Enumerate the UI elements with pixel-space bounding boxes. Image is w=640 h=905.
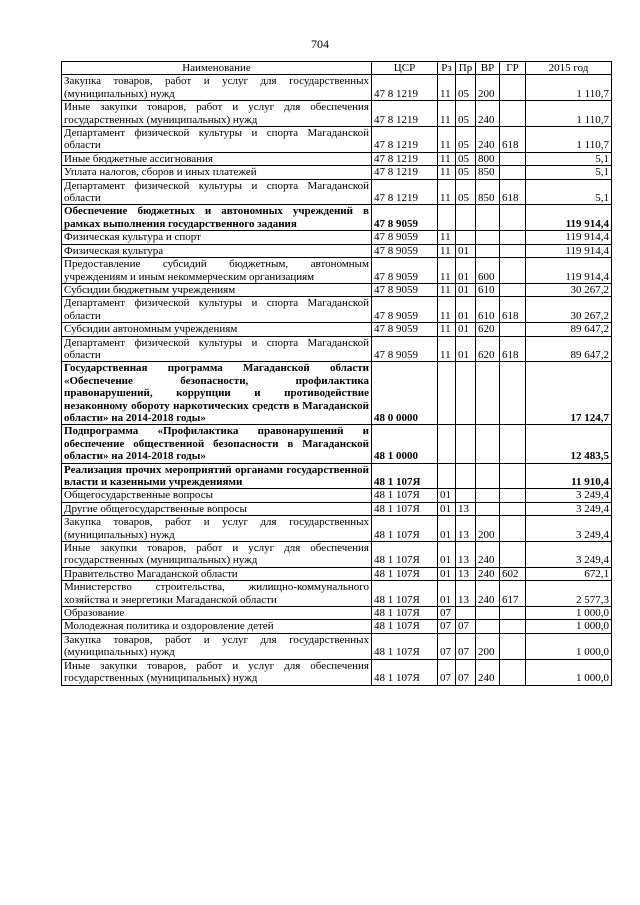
cell-pr: 13 <box>456 502 476 515</box>
cell-csr: 48 1 107Я <box>372 567 438 580</box>
cell-gr <box>500 607 526 620</box>
cell-name: Иные бюджетные ассигнования <box>62 152 372 165</box>
cell-pr: 13 <box>456 581 476 607</box>
table-row <box>62 75 612 101</box>
cell-amount: 119 914,4 <box>526 205 612 231</box>
cell-amount: 5,1 <box>526 166 612 179</box>
cell-amount: 1 110,7 <box>526 127 612 153</box>
cell-pr <box>456 231 476 244</box>
table-row <box>62 336 612 362</box>
table-row <box>62 166 612 179</box>
cell-vr <box>476 463 500 489</box>
cell-amount: 5,1 <box>526 179 612 205</box>
cell-vr: 240 <box>476 581 500 607</box>
cell-csr: 47 8 9059 <box>372 336 438 362</box>
cell-name: Обеспечение бюджетных и автономных учреждений в рамках выполнения государственного задания <box>62 205 372 231</box>
cell-pr: 05 <box>456 127 476 153</box>
cell-csr: 48 1 107Я <box>372 633 438 659</box>
cell-pr: 05 <box>456 152 476 165</box>
cell-rz: 11 <box>438 152 456 165</box>
cell-gr <box>500 542 526 568</box>
cell-amount: 17 124,7 <box>526 362 612 425</box>
cell-pr: 01 <box>456 297 476 323</box>
cell-rz: 11 <box>438 231 456 244</box>
cell-gr <box>500 633 526 659</box>
header-pr: Пр <box>456 62 476 75</box>
cell-vr: 850 <box>476 179 500 205</box>
cell-vr: 200 <box>476 516 500 542</box>
cell-vr: 610 <box>476 283 500 296</box>
cell-csr: 48 1 107Я <box>372 516 438 542</box>
cell-rz <box>438 205 456 231</box>
cell-gr <box>500 463 526 489</box>
cell-csr: 48 1 0000 <box>372 425 438 463</box>
budget-table <box>61 61 612 686</box>
cell-name: Общегосударственные вопросы <box>62 489 372 502</box>
cell-name: Подпрограмма «Профилактика правонарушений и обеспечение общественной безопасности в Магаданской области» на 2014-2018 годы» <box>62 425 372 463</box>
cell-rz: 11 <box>438 297 456 323</box>
cell-gr: 602 <box>500 567 526 580</box>
cell-vr: 240 <box>476 567 500 580</box>
cell-pr: 05 <box>456 75 476 101</box>
cell-name: Закупка товаров, работ и услуг для государственных (муниципальных) нужд <box>62 633 372 659</box>
cell-csr: 47 8 9059 <box>372 297 438 323</box>
header-gr: ГР <box>500 62 526 75</box>
cell-name: Физическая культура и спорт <box>62 231 372 244</box>
header-rz: Рз <box>438 62 456 75</box>
cell-gr <box>500 502 526 515</box>
cell-name: Департамент физической культуры и спорта Магаданской области <box>62 127 372 153</box>
cell-vr: 240 <box>476 101 500 127</box>
cell-name: Другие общегосударственные вопросы <box>62 502 372 515</box>
table-row <box>62 581 612 607</box>
cell-csr: 48 1 107Я <box>372 463 438 489</box>
cell-csr: 48 0 0000 <box>372 362 438 425</box>
cell-pr: 05 <box>456 166 476 179</box>
header-name: Наименование <box>62 62 372 75</box>
table-row <box>62 297 612 323</box>
cell-vr: 240 <box>476 659 500 685</box>
cell-rz: 01 <box>438 542 456 568</box>
cell-gr <box>500 75 526 101</box>
cell-pr <box>456 425 476 463</box>
cell-rz: 11 <box>438 323 456 336</box>
table-row <box>62 323 612 336</box>
cell-pr <box>456 205 476 231</box>
cell-rz: 01 <box>438 502 456 515</box>
cell-name: Субсидии бюджетным учреждениям <box>62 283 372 296</box>
cell-vr: 240 <box>476 542 500 568</box>
cell-name: Реализация прочих мероприятий органами государственной власти и казенными учреждениями <box>62 463 372 489</box>
cell-amount: 30 267,2 <box>526 297 612 323</box>
table-row <box>62 425 612 463</box>
table-row <box>62 101 612 127</box>
table-row <box>62 179 612 205</box>
cell-csr: 47 8 9059 <box>372 323 438 336</box>
table-row <box>62 659 612 685</box>
cell-rz: 11 <box>438 258 456 284</box>
cell-vr <box>476 362 500 425</box>
cell-amount: 1 110,7 <box>526 101 612 127</box>
cell-rz <box>438 425 456 463</box>
cell-amount: 119 914,4 <box>526 231 612 244</box>
table-row <box>62 502 612 515</box>
cell-rz: 11 <box>438 166 456 179</box>
cell-rz: 11 <box>438 283 456 296</box>
cell-vr <box>476 244 500 257</box>
header-csr: ЦСР <box>372 62 438 75</box>
cell-pr: 07 <box>456 620 476 633</box>
cell-pr: 05 <box>456 101 476 127</box>
cell-name: Департамент физической культуры и спорта Магаданской области <box>62 179 372 205</box>
table-row <box>62 542 612 568</box>
cell-gr: 618 <box>500 179 526 205</box>
cell-csr: 47 8 1219 <box>372 152 438 165</box>
cell-vr: 240 <box>476 127 500 153</box>
cell-gr: 618 <box>500 297 526 323</box>
cell-gr <box>500 323 526 336</box>
table-row <box>62 516 612 542</box>
cell-name: Департамент физической культуры и спорта Магаданской области <box>62 297 372 323</box>
cell-rz <box>438 362 456 425</box>
cell-amount: 1 000,0 <box>526 659 612 685</box>
cell-csr: 47 8 9059 <box>372 244 438 257</box>
cell-gr <box>500 362 526 425</box>
cell-amount: 12 483,5 <box>526 425 612 463</box>
cell-gr <box>500 620 526 633</box>
cell-vr: 200 <box>476 75 500 101</box>
table-row <box>62 152 612 165</box>
cell-csr: 47 8 9059 <box>372 205 438 231</box>
cell-csr: 47 8 9059 <box>372 283 438 296</box>
cell-amount: 3 249,4 <box>526 502 612 515</box>
cell-rz: 01 <box>438 581 456 607</box>
cell-csr: 47 8 9059 <box>372 258 438 284</box>
cell-amount: 119 914,4 <box>526 258 612 284</box>
cell-gr <box>500 283 526 296</box>
cell-rz: 07 <box>438 607 456 620</box>
cell-gr <box>500 659 526 685</box>
cell-vr <box>476 205 500 231</box>
cell-name: Субсидии автономным учреждениям <box>62 323 372 336</box>
cell-rz: 11 <box>438 127 456 153</box>
cell-rz: 07 <box>438 659 456 685</box>
table-row <box>62 258 612 284</box>
cell-csr: 48 1 107Я <box>372 620 438 633</box>
cell-gr <box>500 425 526 463</box>
cell-vr: 800 <box>476 152 500 165</box>
cell-csr: 48 1 107Я <box>372 502 438 515</box>
cell-name: Образование <box>62 607 372 620</box>
cell-gr <box>500 101 526 127</box>
cell-amount: 5,1 <box>526 152 612 165</box>
cell-amount: 1 000,0 <box>526 620 612 633</box>
table-row <box>62 463 612 489</box>
cell-name: Государственная программа Магаданской области «Обеспечение безопасности, профилактика правонарушений, коррупции и противодействие незаконному обороту наркотических средств в Магаданской области» на 2014-2018 годы» <box>62 362 372 425</box>
cell-pr: 13 <box>456 516 476 542</box>
cell-amount: 1 000,0 <box>526 633 612 659</box>
cell-name: Закупка товаров, работ и услуг для государственных (муниципальных) нужд <box>62 516 372 542</box>
cell-amount: 1 000,0 <box>526 607 612 620</box>
cell-vr: 610 <box>476 297 500 323</box>
cell-pr <box>456 463 476 489</box>
header-amount: 2015 год <box>526 62 612 75</box>
cell-vr: 850 <box>476 166 500 179</box>
cell-csr: 48 1 107Я <box>372 542 438 568</box>
cell-name: Закупка товаров, работ и услуг для государственных (муниципальных) нужд <box>62 75 372 101</box>
cell-amount: 11 910,4 <box>526 463 612 489</box>
cell-pr: 07 <box>456 633 476 659</box>
cell-csr: 47 8 1219 <box>372 75 438 101</box>
table-row <box>62 607 612 620</box>
cell-amount: 3 249,4 <box>526 542 612 568</box>
cell-pr: 13 <box>456 542 476 568</box>
table-row <box>62 231 612 244</box>
cell-pr: 01 <box>456 244 476 257</box>
cell-csr: 47 8 1219 <box>372 166 438 179</box>
table-row <box>62 567 612 580</box>
cell-csr: 48 1 107Я <box>372 489 438 502</box>
cell-gr: 618 <box>500 127 526 153</box>
cell-name: Министерство строительства, жилищно-коммунального хозяйства и энергетики Магаданской области <box>62 581 372 607</box>
page-number: 704 <box>311 37 329 51</box>
table-row <box>62 283 612 296</box>
table-row <box>62 620 612 633</box>
cell-vr: 620 <box>476 336 500 362</box>
cell-vr <box>476 425 500 463</box>
cell-gr <box>500 231 526 244</box>
cell-amount: 672,1 <box>526 567 612 580</box>
cell-pr <box>456 489 476 502</box>
cell-pr: 05 <box>456 179 476 205</box>
cell-gr <box>500 516 526 542</box>
cell-vr <box>476 489 500 502</box>
cell-gr <box>500 244 526 257</box>
table-row <box>62 127 612 153</box>
cell-amount: 30 267,2 <box>526 283 612 296</box>
cell-name: Предоставление субсидий бюджетным, автономным учреждениям и иным некоммерческим организациям <box>62 258 372 284</box>
cell-gr <box>500 152 526 165</box>
cell-rz: 11 <box>438 336 456 362</box>
cell-pr <box>456 607 476 620</box>
cell-csr: 47 8 1219 <box>372 127 438 153</box>
table-body <box>62 75 612 685</box>
cell-csr: 47 8 9059 <box>372 231 438 244</box>
header-vr: ВР <box>476 62 500 75</box>
cell-rz: 11 <box>438 75 456 101</box>
cell-rz: 01 <box>438 489 456 502</box>
cell-rz: 11 <box>438 101 456 127</box>
cell-name: Иные закупки товаров, работ и услуг для обеспечения государственных (муниципальных) нужд <box>62 101 372 127</box>
cell-csr: 47 8 1219 <box>372 101 438 127</box>
cell-gr <box>500 258 526 284</box>
cell-pr: 01 <box>456 258 476 284</box>
cell-gr: 617 <box>500 581 526 607</box>
cell-vr <box>476 620 500 633</box>
cell-name: Физическая культура <box>62 244 372 257</box>
cell-name: Правительство Магаданской области <box>62 567 372 580</box>
cell-vr <box>476 607 500 620</box>
cell-name: Иные закупки товаров, работ и услуг для обеспечения государственных (муниципальных) нужд <box>62 659 372 685</box>
cell-rz: 07 <box>438 633 456 659</box>
table-row <box>62 633 612 659</box>
cell-amount: 119 914,4 <box>526 244 612 257</box>
cell-pr: 07 <box>456 659 476 685</box>
cell-csr: 48 1 107Я <box>372 659 438 685</box>
cell-vr: 620 <box>476 323 500 336</box>
cell-name: Молодежная политика и оздоровление детей <box>62 620 372 633</box>
cell-pr: 01 <box>456 283 476 296</box>
cell-rz: 11 <box>438 179 456 205</box>
cell-rz: 11 <box>438 244 456 257</box>
cell-rz: 01 <box>438 516 456 542</box>
cell-name: Уплата налогов, сборов и иных платежей <box>62 166 372 179</box>
cell-gr <box>500 489 526 502</box>
cell-name: Департамент физической культуры и спорта Магаданской области <box>62 336 372 362</box>
cell-vr <box>476 502 500 515</box>
cell-gr: 618 <box>500 336 526 362</box>
cell-vr: 200 <box>476 633 500 659</box>
cell-csr: 47 8 1219 <box>372 179 438 205</box>
cell-amount: 3 249,4 <box>526 489 612 502</box>
cell-amount: 1 110,7 <box>526 75 612 101</box>
cell-pr <box>456 362 476 425</box>
cell-rz: 07 <box>438 620 456 633</box>
cell-gr <box>500 205 526 231</box>
cell-rz: 01 <box>438 567 456 580</box>
table-row <box>62 205 612 231</box>
cell-csr: 48 1 107Я <box>372 581 438 607</box>
cell-amount: 3 249,4 <box>526 516 612 542</box>
cell-vr <box>476 231 500 244</box>
cell-pr: 13 <box>456 567 476 580</box>
cell-amount: 89 647,2 <box>526 336 612 362</box>
table-row <box>62 244 612 257</box>
table-row <box>62 362 612 425</box>
table-row <box>62 489 612 502</box>
cell-pr: 01 <box>456 336 476 362</box>
cell-name: Иные закупки товаров, работ и услуг для обеспечения государственных (муниципальных) нужд <box>62 542 372 568</box>
cell-amount: 89 647,2 <box>526 323 612 336</box>
cell-amount: 2 577,3 <box>526 581 612 607</box>
cell-pr: 01 <box>456 323 476 336</box>
cell-rz <box>438 463 456 489</box>
cell-csr: 48 1 107Я <box>372 607 438 620</box>
cell-gr <box>500 166 526 179</box>
cell-vr: 600 <box>476 258 500 284</box>
table-header-row <box>62 62 612 75</box>
